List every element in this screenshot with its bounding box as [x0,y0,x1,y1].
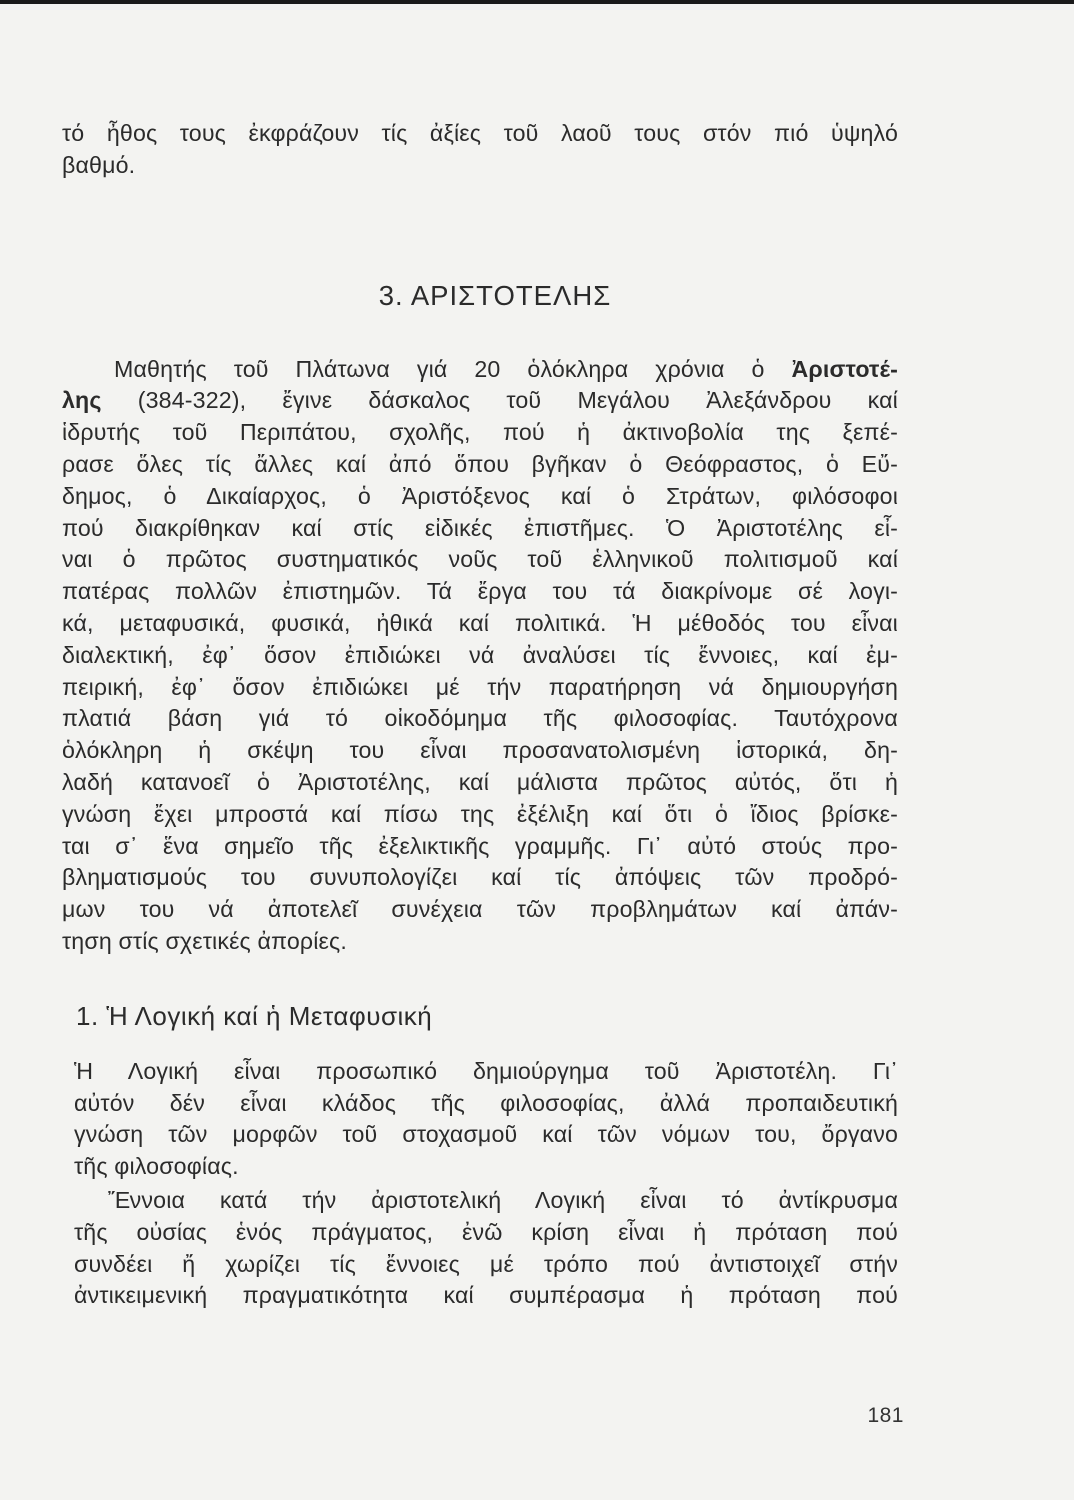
text-line [62,354,898,386]
text-line: ναι ὁ πρῶτος συστηματικός νοῦς τοῦ ἑλληνικοῦ πολιτισμοῦ καί [62,546,898,573]
text-line: ἀντικειμενική πραγματικότητα καί συμπέρασμα ἡ πρόταση πού [74,1282,898,1309]
text-line: μων του νά ἀποτελεῖ συνέχεια τῶν προβλημάτων καί ἀπάν- [62,896,898,923]
text-line: κά, μεταφυσικά, φυσικά, ἠθικά καί πολιτικά. Ἡ μέθοδός του εἶναι [62,609,898,636]
text-line: ἱδρυτής τοῦ Περιπάτου, σχολῆς, πού ἡ ἀκτινοβολία της ξεπέ- [62,419,898,446]
text-line: τό ἦθος τους ἐκφράζουν τίς ἀξίες τοῦ λαοῦ τους στόν πιό ὑψηλό [62,120,898,146]
text-line: δημος, ὁ Δικαίαρχος, ὁ Ἀριστόξενος καί ὁ Στράτων, φιλόσοφοι [62,482,898,509]
intro-paragraph [62,118,898,182]
book-page [62,118,898,1468]
bold-name: λης [62,387,102,414]
text-line: γνώση ἔχει μπροστά καί πίσω της ἐξέλιξη καί ὅτι ὁ ἴδιος βρίσκε- [62,800,898,827]
text-line: τηση στίς σχετικές ἀπορίες. [62,927,347,954]
text-line: πειρική, ἐφ᾿ ὅσον ἐπιδιώκει μέ τήν παρατήρηση νά δημιουργήση [62,673,898,700]
text-line: ρασε ὅλες τίς ἄλλες καί ἀπό ὅπου βγῆκαν ὁ Θεόφραστος, ὁ Εὔ- [62,450,898,477]
aristotle-paragraph [62,354,898,958]
logic-paragraph-2 [62,1185,898,1312]
text-segment: (384-322), ἔγινε δάσκαλος τοῦ Μεγάλου Ἀλεξάνδρου καί [101,387,898,414]
text-line: βαθμό. [62,151,136,178]
text-line: πατέρας πολλῶν ἐπιστημῶν. Τά ἔργα του τά διακρίνομε σέ λογι- [62,578,898,605]
text-line: γνώση τῶν μορφῶν τοῦ στοχασμοῦ καί τῶν νόμων του, ὄργανο [74,1121,898,1148]
text-line [62,385,898,417]
scan-top-edge [0,0,1074,4]
text-line: διαλεκτική, ἐφ᾿ ὅσον ἐπιδιώκει νά ἀναλύσει τίς ἔννοιες, καί ἐμ- [62,641,898,668]
text-line: τῆς φιλοσοφίας. [74,1153,239,1180]
text-line: λαδή κατανοεῖ ὁ Ἀριστοτέλης, καί μάλιστα πρῶτος αὐτός, ὅτι ἡ [62,768,898,795]
text-segment: Μαθητής τοῦ Πλάτωνα γιά 20 ὁλόκληρα χρόνια ὁ [114,355,792,382]
text-line: τῆς οὐσίας ἑνός πράγματος, ἐνῶ κρίση εἶναι ἡ πρόταση πού [74,1218,898,1245]
text-line: Ἡ Λογική εἶναι προσωπικό δημιούργημα τοῦ Ἀριστοτέλη. Γι᾿ [74,1057,898,1084]
text-line: Ἔννοια κατά τήν ἀριστοτελική Λογική εἶναι τό ἀντίκρυσμα [108,1186,898,1213]
section-title: 1. Ἡ Λογική καί ἡ Μεταφυσική [76,1000,433,1031]
text-line: συνδέει ἤ χωρίζει τίς ἔννοιες μέ τρόπο πού ἀντιστοιχεῖ στήν [74,1250,898,1277]
text-line: ται σ᾿ ἕνα σημεῖο τῆς ἐξελικτικῆς γραμμῆς. Γι᾿ αὐτό στούς προ- [62,832,898,859]
page-number: 181 [867,1404,904,1427]
chapter-title: 3. ΑΡΙΣΤΟΤΕΛΗΣ [378,279,612,311]
text-line: πού διακρίθηκαν καί στίς εἰδικές ἐπιστῆμες. Ὁ Ἀριστοτέλης εἶ- [62,514,898,541]
text-line: πλατιά βάση γιά τό οἰκοδόμημα τῆς φιλοσοφίας. Ταυτόχρονα [62,705,898,732]
text-line: αὐτόν δέν εἶναι κλάδος τῆς φιλοσοφίας, ἀλλά προπαιδευτική [74,1089,898,1116]
logic-paragraph-1 [62,1056,898,1183]
text-line: ὁλόκληρη ἡ σκέψη του εἶναι προσανατολισμένη ἱστορικά, δη- [62,737,898,764]
text-line: βληματισμούς του συνυπολογίζει καί τίς ἀπόψεις τῶν προδρό- [62,864,898,891]
bold-name: Ἀριστοτέ- [791,355,898,382]
